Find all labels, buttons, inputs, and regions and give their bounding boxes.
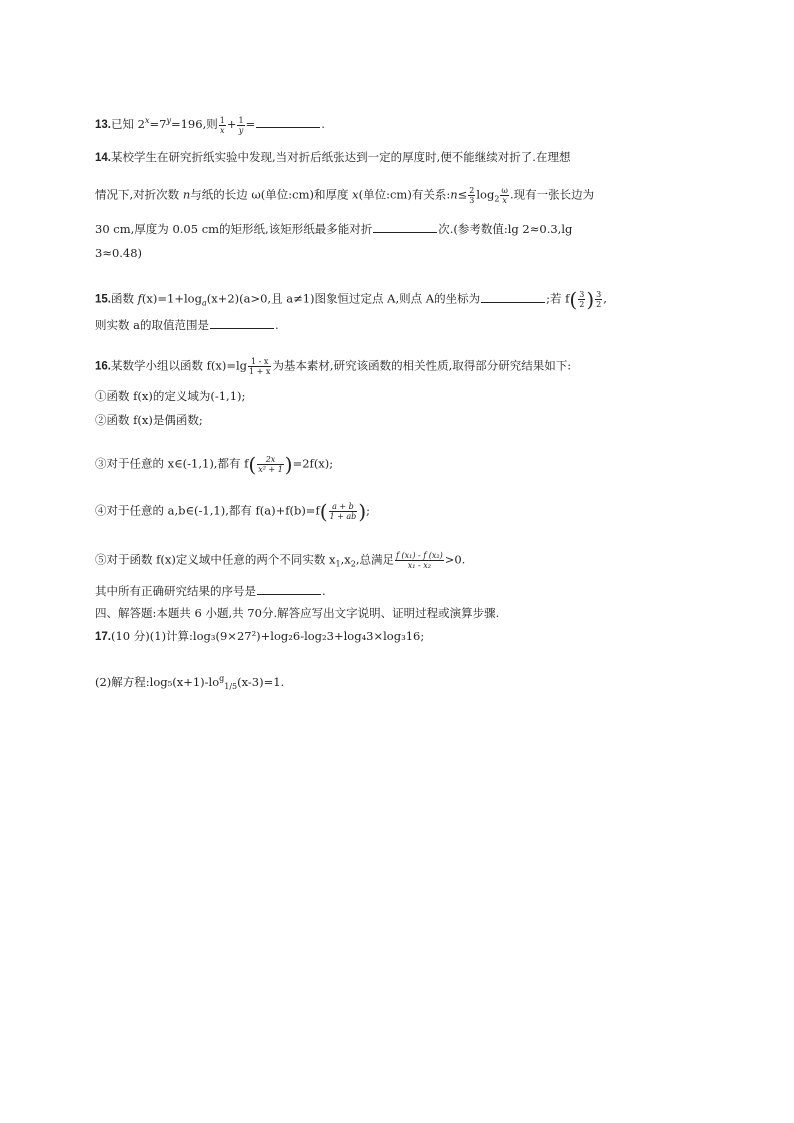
- section-heading: 四、解答题:本题共 6 小题,共 70分.解答应写出文字说明、证明过程或演算步骤.: [95, 606, 500, 620]
- question-14-line-3: 30 cm,厚度为 0.05 cm的矩形纸,该矩形纸最多能对折 次.(参考数值:lg 2≈0.3,lg: [95, 222, 573, 236]
- question-16-line-1: 16.某数学小组以函数 f(x)=lg $\frac{1 - x}{1 + x}$ 为基本素材,研究该函数的相关性质,取得部分研究结果如下:: [95, 357, 572, 376]
- question-number: 13.: [95, 119, 111, 131]
- question-15-line-1: 15.函数 $f(x)=1+\log_a(x+2)(a>0$,且 a≠1)图象恒过定点 A,则点 A的坐标为 ;若 f( $\frac{3}{2}$ ) $\frac{3}{2}$ ,: [95, 287, 607, 312]
- fraction: $\frac{1 - x}{1 + x}$: [249, 357, 271, 376]
- question-14-line-2: 情况下,对折次数 n与纸的长边 ω(单位:cm)和厚度 x(单位:cm)有关系:n≤ $\frac{2}{3}$ $\log_2$ $\frac{\omega}{x}$ .现有一张长边为: [95, 186, 595, 205]
- fraction: $\frac{\text{f (x₁) - f (x₂)}}{\text{x₁ - x₂}}$: [396, 551, 443, 570]
- fraction: $\frac{\omega}{x}$: [501, 186, 508, 205]
- question-17-line-2: (2)解方程$:\log_5(x+1)-lo^g_{1/5}(x-3)=1$.: [95, 674, 285, 691]
- answer-blank[interactable]: [256, 117, 320, 128]
- question-16-conclusion: 其中所有正确研究结果的序号是 .: [95, 584, 326, 598]
- answer-blank[interactable]: [373, 222, 437, 233]
- result-item-4: ④对于任意的 a,b∈(-1,1),都有 f(a)+f(b)=f( $\frac{a + b}{1 + ab}$ );: [95, 499, 370, 524]
- fraction: $\frac{3}{2}$: [579, 290, 585, 309]
- fraction: $\frac{a + b}{1 + ab}$: [329, 502, 357, 521]
- question-14-line-4: 3≈0.48): [95, 246, 143, 260]
- result-item-5: ⑤对于函数 f(x)定义域中任意的两个不同实数 $x_1,x_2$,总满足 $\frac{\text{f (x₁) - f (x₂)}}{\text{x₁ - x₂}}$ >0.: [95, 551, 466, 570]
- fraction: $\frac{2}{3}$: [469, 186, 475, 205]
- question-number: 17.: [95, 631, 111, 643]
- fraction: $\frac{2x}{\text{x² + 1}}$: [258, 455, 283, 474]
- fraction: $\frac{3}{2}$: [596, 290, 602, 309]
- question-17-line-1: 17.(10 分)(1)计算:log₃(9×27²)+log₂6-log₂3+log₄3×log₃16;: [95, 629, 425, 643]
- question-13: 13.已知 $2^x=7^y=196$,则 $\frac{1}{x}$ + $\frac{1}{y}$ = .: [95, 115, 325, 135]
- question-14-line-1: 14.某校学生在研究折纸实验中发现,当对折后纸张达到一定的厚度时,便不能继续对折了.在理想: [95, 150, 571, 164]
- answer-blank[interactable]: [210, 318, 274, 329]
- question-number: 15.: [95, 293, 111, 306]
- result-item-2: ②函数 f(x)是偶函数;: [95, 413, 203, 427]
- answer-blank[interactable]: [481, 292, 545, 303]
- fraction: $\frac{1}{y}$: [238, 115, 244, 135]
- fraction: $\frac{1}{x}$: [219, 115, 225, 135]
- result-item-3: ③对于任意的 x∈(-1,1),都有 f( $\frac{2x}{\text{x² + 1}}$ )=2f(x);: [95, 452, 334, 477]
- question-15-line-2: 则实数 a的取值范围是 .: [95, 318, 279, 332]
- question-number: 14.: [95, 152, 111, 164]
- answer-blank[interactable]: [257, 584, 321, 595]
- question-number: 16.: [95, 360, 111, 373]
- result-item-1: ①函数 f(x)的定义域为(-1,1);: [95, 389, 246, 403]
